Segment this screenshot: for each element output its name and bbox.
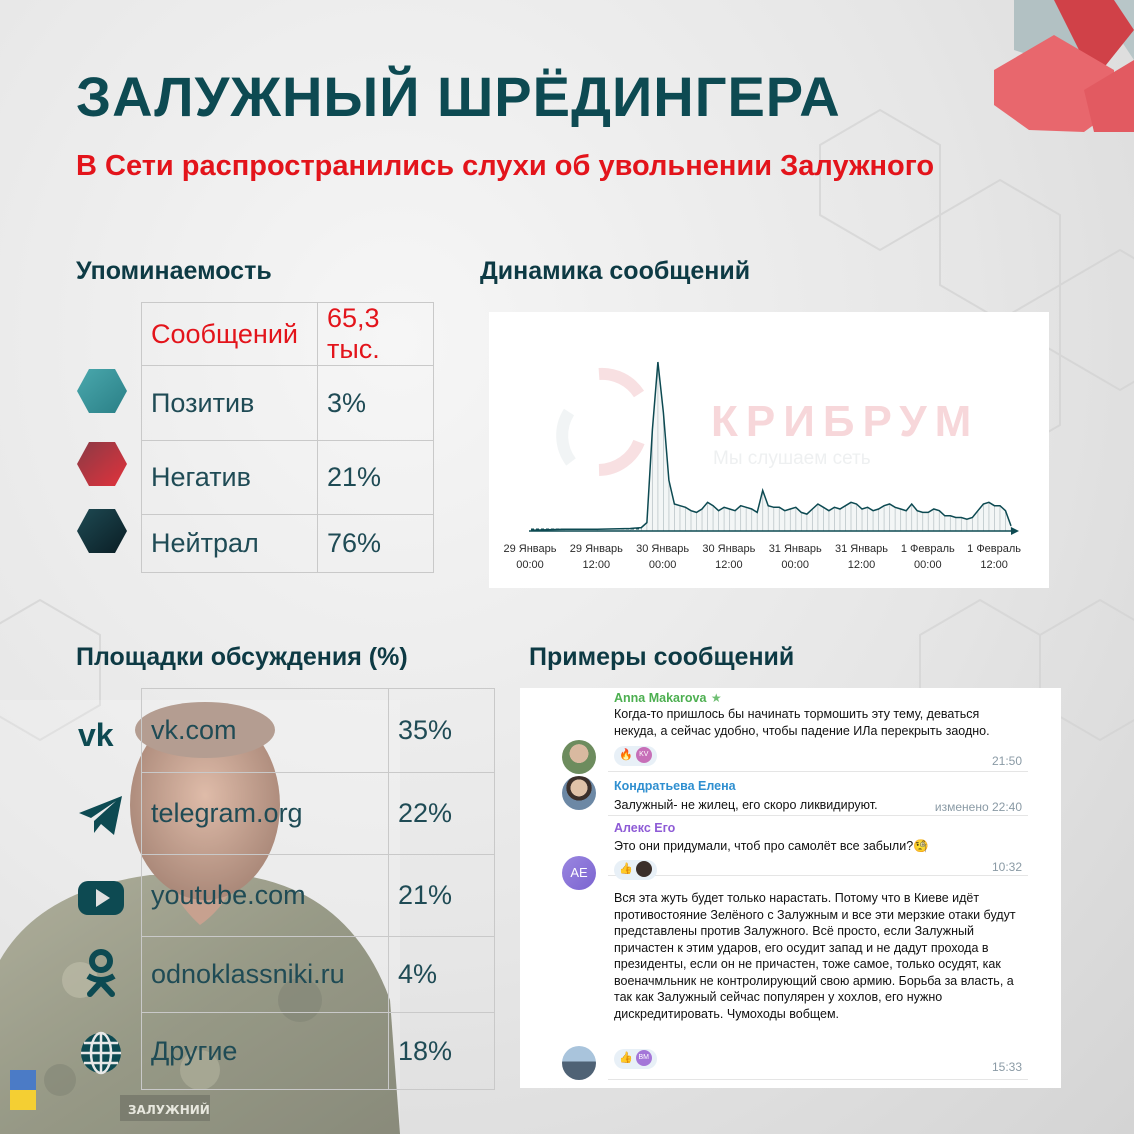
message-bubble xyxy=(608,776,1028,816)
youtube-icon xyxy=(76,873,126,923)
watermark-tagline: Мы слушаем сеть xyxy=(713,448,871,469)
x-tick-date: 1 Февраль xyxy=(900,543,955,555)
platform-value: 21% xyxy=(389,855,495,937)
platform-label: vk.com xyxy=(142,689,389,773)
watermark-name: КРИБРУМ xyxy=(711,397,980,446)
message-time: 10:32 xyxy=(991,860,1022,874)
mentions-heading: Упоминаемость xyxy=(76,257,272,285)
message-author[interactable]: Кондратьева Елена xyxy=(614,779,736,793)
x-tick-date: 31 Январь xyxy=(768,543,822,555)
platform-label: odnoklassniki.ru xyxy=(142,937,389,1013)
mentions-row-negative xyxy=(142,441,434,515)
star-icon: ★ xyxy=(710,691,722,705)
reactor-avatar xyxy=(636,861,652,877)
chart-line-series xyxy=(531,362,1011,530)
globe-icon xyxy=(76,1028,126,1078)
platform-value: 4% xyxy=(389,937,495,1013)
mentions-value: 3% xyxy=(318,366,434,441)
message-text: Вся эта жуть будет только нарастать. Потому что в Киеве идёт противостояние Зелёного с Залужным и все эти мерзкие отаки будут представлены против Залужного. Всё просто, если Залужный причастен к этим ударов, его осудит запад и не дадут прохода в президенты, если он не причастен, тоже самое, только осудят, как военачмльник не контролирующий свою армию. Борьба за власть, а так как Залужный сейчас популярен у хохлов, его нужно дискредитировать. Чумоходы вобщем. xyxy=(614,891,1016,1021)
reactor-avatar: BM xyxy=(636,1050,652,1066)
message-bubble xyxy=(608,688,1028,772)
vk-icon xyxy=(76,708,126,758)
x-tick-date: 1 Февраль xyxy=(967,543,1022,555)
message-author[interactable]: Алекс Его xyxy=(614,821,676,835)
page-title: ЗАЛУЖНЫЙ ШРЁДИНГЕРА xyxy=(76,65,841,128)
avatar[interactable]: AE xyxy=(562,856,596,890)
platform-value: 18% xyxy=(389,1013,495,1090)
x-tick-date: 29 Январь xyxy=(569,543,623,555)
platforms-row xyxy=(142,937,495,1013)
reaction[interactable] xyxy=(614,1048,657,1069)
svg-text:vk: vk xyxy=(78,717,114,753)
x-tick-time: 12:00 xyxy=(980,559,1008,571)
x-tick-time: 12:00 xyxy=(582,559,611,571)
chart-hatching xyxy=(531,362,1011,531)
avatar[interactable] xyxy=(562,740,596,774)
avatar[interactable] xyxy=(562,776,596,810)
mentions-label: Позитив xyxy=(142,366,318,441)
message-text: Когда-то пришлось бы начинать тормошить эту тему, деваться некуда, а сейчас удобно, чтобы падение ИЛа перекрыть заодно. xyxy=(614,707,990,738)
mentions-row-positive xyxy=(142,366,434,441)
message-text: Залужный- не жилец, его скоро ликвидируют. xyxy=(614,798,878,812)
platform-value: 35% xyxy=(389,689,495,773)
mentions-row-neutral xyxy=(142,515,434,573)
name-patch: ЗАЛУЖНИЙ xyxy=(128,1103,210,1117)
dynamics-chart-svg xyxy=(489,312,1049,588)
platforms-row xyxy=(142,855,495,937)
thumbs-up-icon: 👍 xyxy=(619,863,633,875)
reaction[interactable] xyxy=(614,745,657,766)
message-bubble xyxy=(608,820,1028,876)
x-axis-ticks xyxy=(504,543,1022,571)
message-time: изменено 22:40 xyxy=(934,800,1022,814)
mentions-label: Нейтрал xyxy=(142,515,318,573)
x-tick-date: 31 Январь xyxy=(835,543,888,555)
x-tick-date: 30 Январь xyxy=(702,543,756,555)
dynamics-heading: Динамика сообщений xyxy=(480,257,751,285)
corner-decoration xyxy=(934,0,1134,140)
message-author[interactable]: Anna Makarova xyxy=(614,691,707,705)
platforms-row xyxy=(142,689,495,773)
fire-icon: 🔥 xyxy=(619,749,633,761)
dynamics-chart xyxy=(489,312,1049,588)
platforms-heading: Площадки обсуждения (%) xyxy=(76,643,408,671)
mentions-label: Сообщений xyxy=(142,303,318,366)
telegram-icon xyxy=(76,790,126,840)
platforms-row xyxy=(142,773,495,855)
avatar[interactable] xyxy=(562,1046,596,1080)
x-tick-date: 29 Январь xyxy=(503,543,557,555)
x-tick-time: 00:00 xyxy=(648,559,677,571)
reactor-avatar: KV xyxy=(636,747,652,763)
thumbs-up-icon: 👍 xyxy=(619,1052,633,1064)
mentions-row-total xyxy=(142,303,434,366)
page-subtitle: В Сети распространились слухи об увольнении Залужного xyxy=(76,150,935,182)
message-bubble xyxy=(608,884,1028,1080)
reaction[interactable] xyxy=(614,859,657,880)
x-tick-time: 12:00 xyxy=(715,559,743,571)
x-tick-time: 00:00 xyxy=(781,559,809,571)
mentions-value: 76% xyxy=(318,515,434,573)
hexagon-teal-icon xyxy=(76,368,128,414)
mentions-label: Негатив xyxy=(142,441,318,515)
platforms-row xyxy=(142,1013,495,1090)
x-tick-time: 00:00 xyxy=(914,559,942,571)
messages-heading: Примеры сообщений xyxy=(529,643,795,671)
messages-panel xyxy=(520,688,1061,1088)
platform-label: telegram.org xyxy=(142,773,389,855)
chart-area xyxy=(531,362,1011,531)
platform-label: youtube.com xyxy=(142,855,389,937)
platforms-table xyxy=(141,688,495,1090)
x-tick-date: 30 Январь xyxy=(636,543,690,555)
x-tick-time: 12:00 xyxy=(847,559,876,571)
platform-value: 22% xyxy=(389,773,495,855)
x-tick-time: 00:00 xyxy=(516,559,544,571)
mentions-table xyxy=(141,302,434,573)
message-time: 21:50 xyxy=(991,754,1022,768)
mentions-value: 65,3 тыс. xyxy=(318,303,434,366)
x-axis-arrow xyxy=(1011,527,1019,535)
message-text: Это они придумали, чтоб про самолёт все забыли?🧐 xyxy=(614,839,929,853)
platform-label: Другие xyxy=(142,1013,389,1090)
message-time: 15:33 xyxy=(991,1060,1022,1074)
odnoklassniki-icon xyxy=(76,948,126,998)
hexagon-dark-icon xyxy=(76,508,128,554)
hexagon-red-icon xyxy=(76,441,128,487)
mentions-value: 21% xyxy=(318,441,434,515)
kribrum-logo-watermark xyxy=(562,374,639,470)
